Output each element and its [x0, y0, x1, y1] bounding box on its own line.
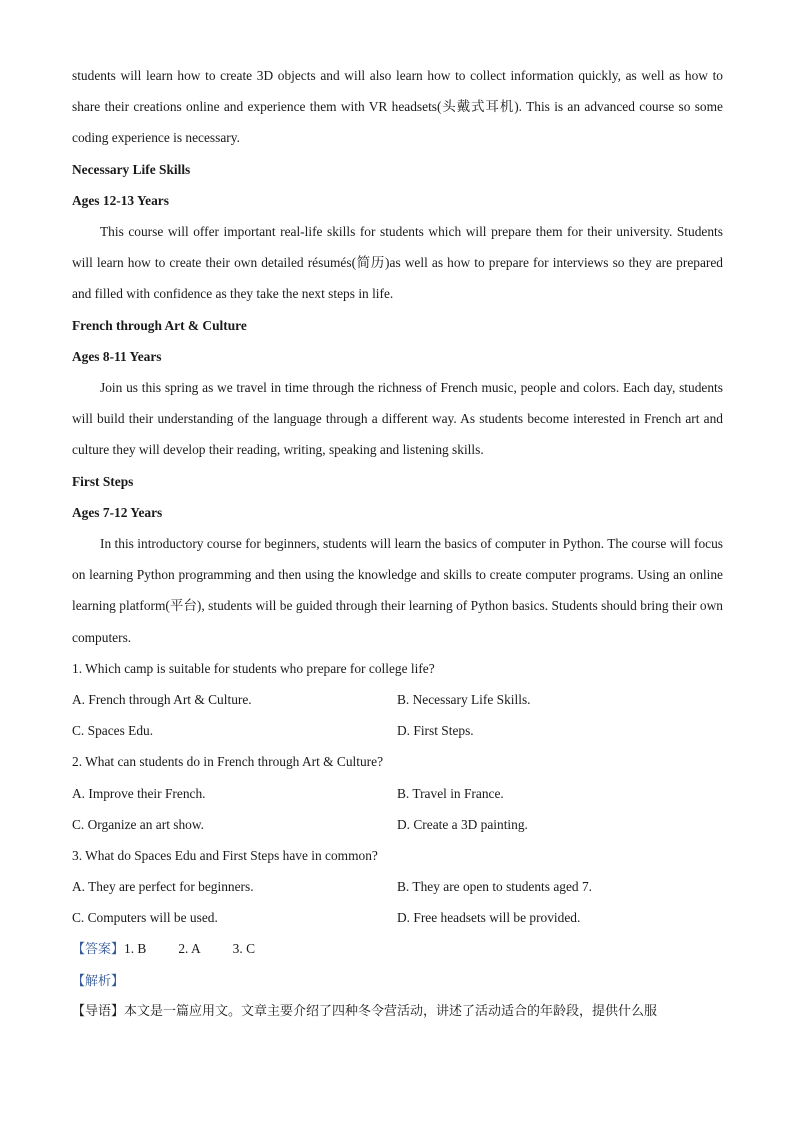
option-a: A. They are perfect for beginners. [72, 879, 254, 895]
section-body: This course will offer important real-life skills for students which will prepare them for their university. Students will learn how to create their own detailed résumés(简历)as well as how to prepare for interviews so they are prepared and filled with confidence as they take the next steps in life. [72, 223, 723, 302]
options-row [72, 871, 723, 902]
options-row [72, 684, 723, 715]
option-b: B. Necessary Life Skills. [397, 691, 531, 707]
answer-item: 3. C [232, 941, 255, 957]
section-body: In this introductory course for beginners, students will learn the basics of computer in Python. The course will focus on learning Python programming and then using the knowledge and skills to create computer programs. Using an online learning platform(平台), students will be guided through their learning of Python basics. Students should bring their own computers. [72, 535, 723, 645]
answer-item: 1. B [124, 941, 147, 957]
option-d: D. First Steps. [397, 723, 474, 739]
guide-line [72, 996, 723, 1027]
option-b: B. They are open to students aged 7. [397, 879, 592, 895]
option-c: C. Organize an art show. [72, 816, 205, 832]
section-body: Join us this spring as we travel in time through the richness of French music, people and colors. Each day, students will build their understanding of the language through a different way. As students become interested in French art and culture they will develop their reading, writing, speaking and listening skills. [72, 379, 723, 458]
option-d: D. Free headsets will be provided. [397, 910, 581, 926]
guide-text: 本文是一篇应用文。文章主要介绍了四种冬令营活动，讲述了活动适合的年龄段，提供什么服 [124, 1003, 658, 1019]
options-row [72, 902, 723, 933]
section-title: Necessary Life Skills [72, 161, 191, 177]
option-c: C. Computers will be used. [72, 910, 218, 926]
options-row [72, 809, 723, 840]
section-title: First Steps [72, 473, 134, 489]
options-row [72, 778, 723, 809]
intro-paragraph: students will learn how to create 3D objects and will also learn how to collect information quickly, as well as how to share their creations online and experience them with VR headsets(头戴式耳机). This is an advanced course so some coding experience is necessary. [72, 68, 723, 146]
guide-label: 【导语】 [72, 1003, 125, 1019]
option-c: C. Spaces Edu. [72, 723, 154, 739]
option-d: D. Create a 3D painting. [397, 816, 528, 832]
section-ages: Ages 12-13 Years [72, 192, 169, 208]
option-a: A. French through Art & Culture. [72, 691, 252, 707]
section-ages: Ages 8-11 Years [72, 348, 162, 364]
section-ages: Ages 7-12 Years [72, 504, 163, 520]
document-page [72, 60, 723, 1027]
option-a: A. Improve their French. [72, 785, 206, 801]
question-stem: 1. Which camp is suitable for students who prepare for college life? [72, 660, 435, 676]
question-stem: 3. What do Spaces Edu and First Steps have in common? [72, 847, 378, 863]
answer-label: 【答案】 [72, 942, 125, 958]
answer-line [72, 933, 723, 964]
options-row [72, 715, 723, 746]
section-title: French through Art & Culture [72, 317, 247, 333]
question-stem: 2. What can students do in French through Art & Culture? [72, 754, 384, 770]
answer-item: 2. A [178, 941, 201, 957]
option-b: B. Travel in France. [397, 785, 504, 801]
analysis-label: 【解析】 [72, 973, 125, 989]
analysis-line [72, 965, 723, 996]
